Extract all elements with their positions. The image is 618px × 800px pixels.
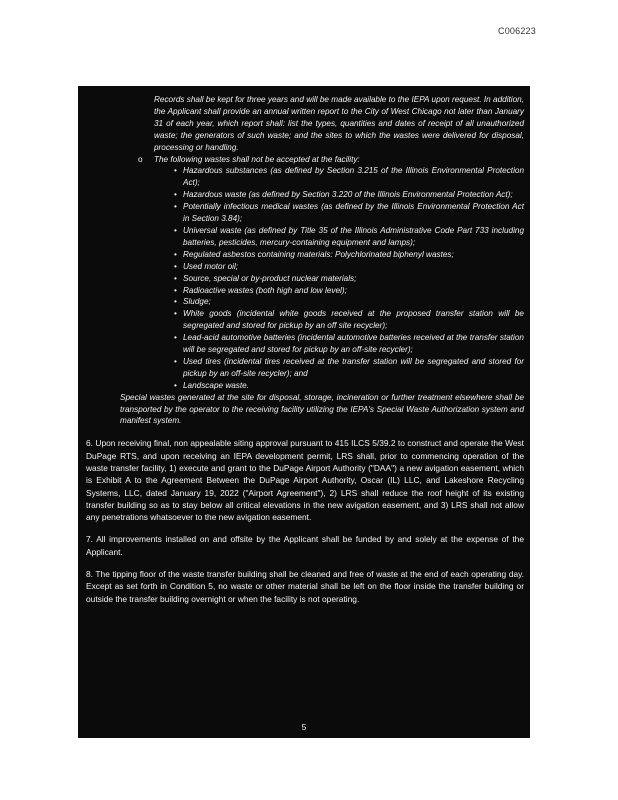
list-item: • Radioactive wastes (both high and low level);: [174, 285, 347, 295]
condition-7: 7. All improvements installed on and offsite by the Applicant shall be funded by and solely at the expense of the Applicant.: [86, 534, 524, 557]
list-marker: o: [138, 154, 143, 164]
condition-8: 8. The tipping floor of the waste transfer building shall be cleaned and free of waste at the end of each operating day. Except as set forth in Condition 5, no waste or other material shall be left on the floor inside the transfer building or outside the transfer building overnight or when the facility is not operating.: [86, 569, 524, 604]
bullet-icon: •: [174, 249, 177, 259]
condition-6: 6. Upon receiving final, non appealable siting approval pursuant to 415 ILCS 5/39.2 to construct and operate the West DuPage RTS, and upon receiving an IEPA development permit, LRS shall, prior to commencing operation of the waste transfer facility, 1) execute and grant to the DuPage Airport Authority ("DAA") a new avigation easement, which is Exhibit A to the Agreement Between the DuPage Airport Authority, Oscar (IL) LLC, and Lakeshore Recycling Systems, LLC, dated January 19, 2022 ("Airport Agreement"), 2) LRS shall reduce the roof height of its existing transfer building so as to stay below all critical elevations in the new avigation easement, and 3) LRS shall not allow any penetrations whatsoever to the new avigation easement.: [86, 438, 524, 523]
bullet-icon: •: [174, 333, 177, 343]
excluded-wastes-heading-text: The following wastes shall not be accepted at the facility:: [154, 154, 360, 164]
list-item: • Regulated asbestos containing materials: Polychlorinated biphenyl wastes;: [174, 249, 454, 259]
list-item: • Lead-acid automotive batteries (incidental automotive batteries received at the transfer station will be segregated and stored for pickup by an off-site recycler);: [174, 333, 524, 355]
list-item: • Hazardous substances (as defined by Section 3.215 of the Illinois Environmental Protection Act);: [174, 166, 524, 188]
list-item: • White goods (incidental white goods received at the proposed transfer station will be segregated and stored for pickup by an off site recycler);: [174, 309, 524, 331]
list-item: • Used motor oil;: [174, 261, 239, 271]
list-item: • Potentially infectious medical wastes (as defined by the Illinois Environmental Protection Act in Section 3.84);: [174, 202, 524, 224]
list-item: • Used tires (incidental tires received at the transfer station will be segregated and stored for pickup by an off-site recycler); and: [174, 356, 524, 378]
list-item: • Landscape waste.: [174, 380, 249, 390]
redacted-page-panel: [78, 86, 530, 738]
bullet-icon: •: [174, 190, 177, 200]
bullet-icon: •: [174, 285, 177, 295]
list-item: • Source, special or by-product nuclear materials;: [174, 273, 357, 283]
bullet-icon: •: [174, 166, 177, 176]
excluded-wastes-list: [86, 165, 524, 391]
records-paragraph: Records shall be kept for three years and will be made available to the IEPA upon request. In addition, the Applicant shall provide an annual written report to the City of West Chicago not later than January 31 of each year, which report shall: list the types, quantities and dates of receipt of all unauthorized waste; the generators of such waste; and the sites to which the wastes were delivered for disposal, processing or handling.: [154, 95, 524, 152]
document-id: C006223: [498, 26, 536, 36]
bullet-icon: •: [174, 273, 177, 283]
bullet-icon: •: [174, 261, 177, 271]
excluded-wastes-heading: [138, 154, 524, 166]
special-wastes-paragraph: Special wastes generated at the site for disposal, storage, incineration or further treatment elsewhere shall be transported by the operator to the receiving facility utilizing the IEPA's Special Waste Authorization system and manifest system.: [120, 392, 524, 426]
bullet-icon: •: [174, 297, 177, 307]
list-item: • Hazardous waste (as defined by Section 3.220 of the Illinois Environmental Protection Act);: [174, 190, 513, 200]
list-item: • Universal waste (as defined by Title 35 of the Illinois Administrative Code Part 733 including batteries, pesticides, mercury-containing equipment and lamps);: [174, 225, 524, 247]
bullet-icon: •: [174, 202, 177, 212]
list-item: • Sludge;: [174, 297, 211, 307]
bullet-icon: •: [174, 309, 177, 319]
bullet-icon: •: [174, 356, 177, 366]
bullet-icon: •: [174, 225, 177, 235]
bullet-icon: •: [174, 380, 177, 390]
page-number: 5: [301, 722, 307, 732]
